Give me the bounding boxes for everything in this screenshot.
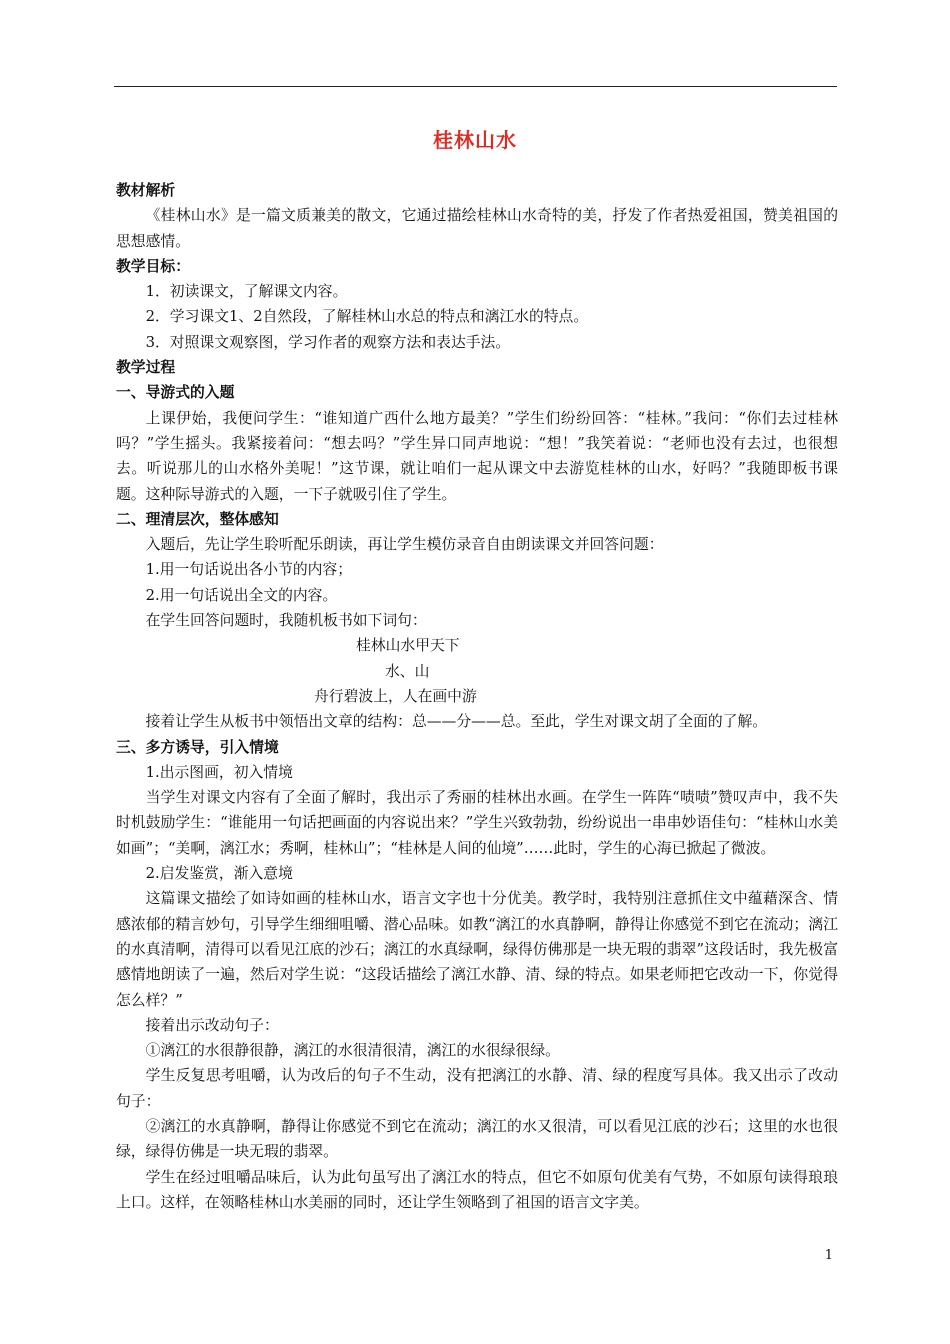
header-rule — [114, 86, 837, 87]
document-title: 桂林山水 — [433, 128, 517, 152]
paragraph: ②漓江的水真静啊，静得让你感觉不到它在流动；漓江的水又很清，可以看见江底的沙石；这里的水也很绿，绿得仿佛是一块无瑕的翡翠。 — [116, 1117, 838, 1161]
paragraph: 1.出示图画，初入情境 — [145, 763, 293, 781]
paragraph: 1．初读课文，了解课文内容。 — [145, 283, 348, 301]
paragraph: ①漓江的水很静很静，漓江的水很清很清，漓江的水很绿很绿。 — [145, 1042, 560, 1060]
paragraph: 《桂林山水》是一篇文质兼美的散文，它通过描绘桂林山水奇特的美，抒发了作者热爱祖国，赞美祖国的思想感情。 — [116, 207, 838, 250]
section-heading: 教学目标： — [116, 257, 190, 275]
board-line: 桂林山水甲天下 — [356, 637, 460, 655]
paragraph: 这篇课文描绘了如诗如画的桂林山水，语言文字也十分优美。教学时，我特别注意抓住文中蕴藉深含、情感浓郁的精言妙句，引导学生细细咀嚼、潜心品味。如教“漓江的水真静啊，静得让你感觉不到它在流动；漓江的水真清啊，清得可以看见江底的沙石；漓江的水真绿啊，绿得仿佛那是一块无瑕的翡翠”这段话时，我先极富感情地朗读了一遍，然后对学生说：“这段话描绘了漓江水静、清、绿的特点。如果老师把它改动一下，你觉得怎么样？” — [116, 890, 838, 1009]
paragraph: 学生反复思考咀嚼，认为改后的句子不生动，没有把漓江的水静、清、绿的程度写具体。我又出示了改动句子： — [116, 1067, 838, 1110]
paragraph: 接着让学生从板书中领悟出文章的结构：总——分——总。至此，学生对课文胡了全面的了解。 — [145, 713, 768, 731]
section-heading: 教材解析 — [116, 182, 176, 199]
paragraph: 当学生对课文内容有了全面了解时，我出示了秀丽的桂林出水画。在学生一阵阵“啧啧”赞叹声中，我不失时机鼓励学生：“谁能用一句话把画面的内容说出来？”学生兴致勃勃，纷纷说出一串串妙语佳句：“桂林山水美如画”；“美啊，漓江水；秀啊，桂林山”；“桂林是人间的仙境”……此时，学生的心海已掀起了微波。 — [116, 789, 838, 857]
paragraph: 接着出示改动句子： — [145, 1016, 279, 1034]
paragraph: 2.用一句话说出全文的内容。 — [145, 586, 338, 604]
section-heading: 二、理清层次，整体感知 — [116, 510, 279, 528]
board-line: 水、山 — [385, 662, 430, 680]
paragraph: 2．学习课文1、2自然段，了解桂林山水总的特点和漓江水的特点。 — [145, 308, 589, 326]
paragraph: 学生在经过咀嚼品味后，认为此句虽写出了漓江水的特点，但它不如原句优美有气势，不如原句读得琅琅上口。这样，在领略桂林山水美丽的同时，还让学生领略到了祖国的语言文字美。 — [116, 1168, 838, 1211]
paragraph: 1.用一句话说出各小节的内容； — [145, 561, 353, 579]
section-heading: 教学过程 — [116, 359, 176, 377]
paragraph: 3．对照课文观察图，学习作者的观察方法和表达手法。 — [145, 333, 511, 351]
paragraph: 在学生回答问题时，我随机板书如下词句： — [145, 612, 427, 630]
section-heading: 一、导游式的入题 — [116, 384, 235, 402]
paragraph: 入题后，先让学生聆听配乐朗读，再让学生模仿录音自由朗读课文并回答问题： — [145, 536, 664, 554]
document-body — [116, 178, 838, 1215]
section-heading: 三、多方诱导，引入情境 — [116, 738, 279, 756]
paragraph: 2.启发鉴赏，渐入意境 — [145, 865, 293, 883]
paragraph: 上课伊始，我便问学生：“谁知道广西什么地方最美？”学生们纷纷回答：“桂林。”我问：“你们去过桂林吗？”学生摇头。我紧接着问：“想去吗？”学生异口同声地说：“想！”我笑着说：“老师也没有去过，也很想去。听说那儿的山水格外美呢！”这节课，就让咱们一起从课文中去游览桂林的山水，好吗？”我随即板书课题。这种际导游式的入题，一下子就吸引住了学生。 — [116, 409, 838, 503]
page-number: 1 — [824, 1248, 833, 1263]
board-line: 舟行碧波上，人在画中游 — [314, 687, 477, 705]
